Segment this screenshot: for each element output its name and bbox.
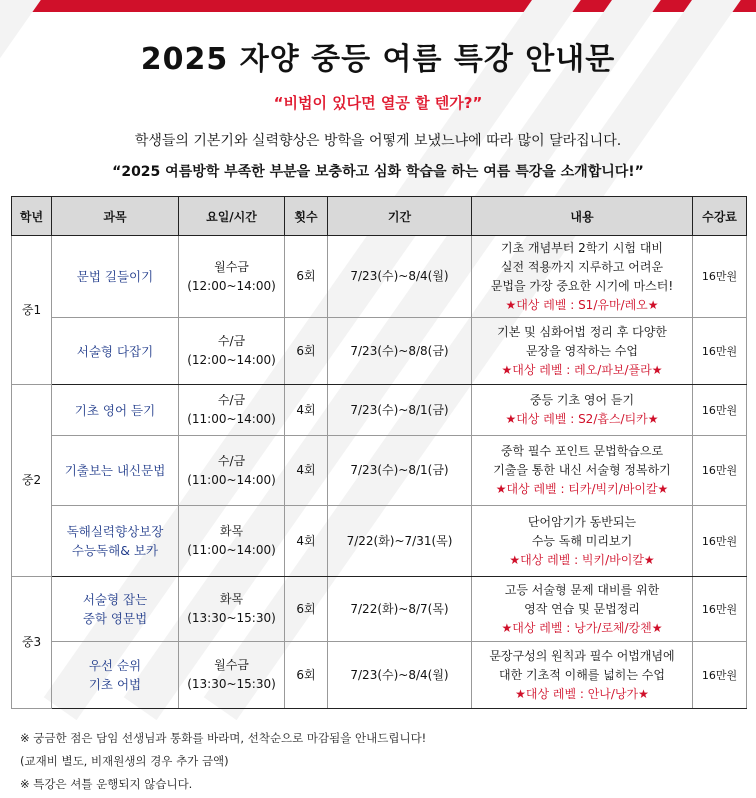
count-cell: 6회 [285,318,328,385]
content-line: 고등 서술형 문제 대비를 위한 [504,582,660,597]
target-level: ★대상 레벨 : 낭가/로체/캉첸★ [501,620,663,635]
header-course: 과목 [52,197,179,236]
target-level: ★대상 레벨 : 안나/낭가★ [515,686,649,701]
content-line: 기본 및 심화어법 정리 후 다양한 [497,324,667,339]
content-line: 문법을 가장 중요한 시기에 마스터! [490,278,674,293]
course-cell [52,577,179,642]
fee-cell: 16만원 [693,385,747,436]
course-name: 기출보는 내신문법 [64,463,166,478]
content-cell [472,385,693,436]
course-cell [52,236,179,318]
target-level: ★대상 레벨 : 티카/빅키/바이칼★ [495,482,669,496]
content-line: 수능 독해 미리보기 [531,533,633,548]
fee-cell: 16만원 [693,642,747,709]
table-row [12,642,747,709]
day-time-cell [179,385,285,436]
course-name: 기초 어법 [88,677,142,692]
content-line: 기초 개념부터 2학기 시험 대비 [501,240,663,255]
grade-cell: 중1 [12,236,52,385]
header-grade: 학년 [12,197,52,236]
day: 화목 [219,592,244,606]
footnote: (교재비 별도, 비재원생의 경우 추가 금액) [20,754,229,768]
fee-cell: 16만원 [693,506,747,577]
day-time-cell [179,318,285,385]
table-row [12,577,747,642]
fee-cell: 16만원 [693,577,747,642]
day-time-cell [179,577,285,642]
content-line: 실전 적용까지 지루하고 어려운 [500,259,664,274]
target-level: ★대상 레벨 : S1/유마/레오★ [505,297,659,312]
count-cell: 6회 [285,642,328,709]
grade-cell: 중2 [12,385,52,577]
day-time-cell [179,506,285,577]
page-subtitle: “비법이 있다면 열공 할 텐가?” [273,94,483,112]
content-cell [472,642,693,709]
target-level: ★대상 레벨 : 레오/파보/플라★ [501,362,663,377]
count-cell: 4회 [285,506,328,577]
time: (13:30~15:30) [187,677,276,691]
period-cell: 7/23(수)~8/1(금) [328,385,472,436]
content-line: 문장을 영작하는 수업 [526,343,638,358]
header-fee: 수강료 [693,197,747,236]
period-cell: 7/23(수)~8/1(금) [328,436,472,506]
period-cell: 7/22(화)~8/7(목) [328,577,472,642]
header-content: 내용 [472,197,693,236]
content-line: 기출을 통한 내신 서술형 정복하기 [493,463,671,477]
time: (11:00~14:00) [187,412,276,426]
table-header-row [12,197,747,236]
time: (11:00~14:00) [187,472,276,487]
count-cell: 4회 [285,436,328,506]
target-level: ★대상 레벨 : S2/흡스/티카★ [505,412,659,426]
course-name: 중학 영문법 [82,611,148,626]
content-cell [472,577,693,642]
time: (12:00~14:00) [187,353,276,367]
content-cell [472,236,693,318]
page-title: 2025 자양 중등 여름 특강 안내문 [140,42,616,77]
count-cell: 6회 [285,577,328,642]
day: 수/금 [217,453,246,468]
content-cell [472,506,693,577]
day-time-cell [179,236,285,318]
fee-cell: 16만원 [693,436,747,506]
day: 수/금 [217,393,246,407]
day-time-cell [179,436,285,506]
header-count: 횟수 [285,197,328,236]
footnotes [20,727,426,796]
course-name: 독해실력향상보장 [66,524,164,539]
content-line: 중학 필수 포인트 문법학습으로 [500,444,664,458]
table-row [12,318,747,385]
content-line: 영작 연습 및 문법정리 [524,601,640,616]
course-cell [52,385,179,436]
content-cell [472,318,693,385]
day-time-cell [179,642,285,709]
intro-line-1: 학생들의 기본기와 실력향상은 방학을 어떻게 보냈느냐에 따라 많이 달라집니다. [134,133,622,149]
count-cell: 4회 [285,385,328,436]
content-line: 문장구성의 원칙과 필수 어법개념에 [489,648,675,663]
course-cell [52,318,179,385]
time: (12:00~14:00) [187,278,276,293]
time: (11:00~14:00) [187,543,276,557]
course-name: 수능독해& 보카 [71,543,159,558]
header-day-time: 요일/시간 [179,197,285,236]
footnote: ※ 특강은 셔틀 운행되지 않습니다. [20,777,193,791]
course-cell [52,642,179,709]
content-line: 단어암기가 동반되는 [527,514,637,529]
schedule-table [11,196,747,709]
course-cell [52,506,179,577]
intro-line-2: “2025 여름방학 부족한 부분을 보충하고 심화 학습을 하는 여름 특강을 소개합니다!” [112,164,644,180]
header-period: 기간 [328,197,472,236]
course-cell [52,436,179,506]
footnote: ※ 궁금한 점은 담임 선생님과 통화를 바라며, 선착순으로 마감됨을 안내드립니다! [20,731,427,745]
content-cell [472,436,693,506]
period-cell: 7/22(화)~7/31(목) [328,506,472,577]
grade-cell: 중3 [12,577,52,709]
course-name: 서술형 잡는 [82,592,148,607]
period-cell: 7/23(수)~8/8(금) [328,318,472,385]
course-name: 문법 길들이기 [76,269,154,284]
content-line: 대한 기초적 이해를 넓히는 수업 [499,667,665,682]
course-name: 우선 순위 [88,658,142,673]
course-name: 서술형 다잡기 [76,343,154,359]
course-name: 기초 영어 듣기 [74,402,156,418]
day: 월수금 [214,259,249,274]
table-row [12,436,747,506]
table-row [12,506,747,577]
count-cell: 6회 [285,236,328,318]
time: (13:30~15:30) [187,611,276,625]
table-row [12,385,747,436]
fee-cell: 16만원 [693,236,747,318]
day: 월수금 [214,658,249,672]
day: 화목 [219,524,244,538]
table-row [12,236,747,318]
day: 수/금 [217,334,246,348]
content-line: 중등 기초 영어 듣기 [529,393,635,407]
period-cell: 7/23(수)~8/4(월) [328,642,472,709]
fee-cell: 16만원 [693,318,747,385]
target-level: ★대상 레벨 : 빅키/바이칼★ [509,552,655,567]
period-cell: 7/23(수)~8/4(월) [328,236,472,318]
